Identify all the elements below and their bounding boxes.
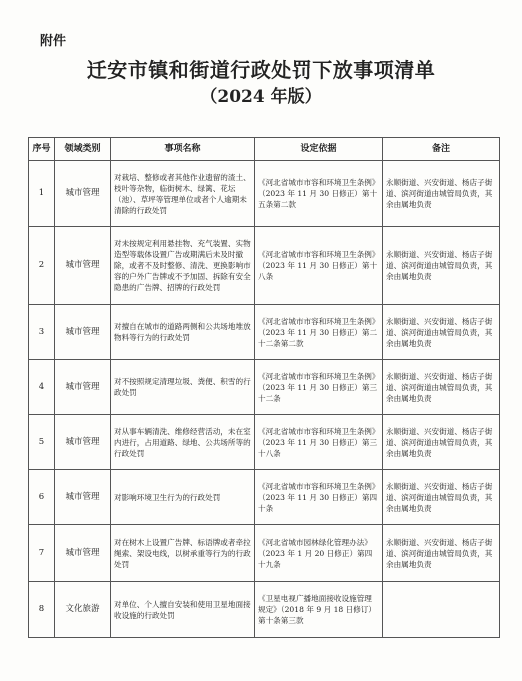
column-header-category: 领域类别 <box>55 138 111 161</box>
row-basis: 《河北省城市市容和环境卫生条例》（2023 年 11 月 30 日修正）第十五条第二款 <box>255 161 383 227</box>
row-category: 城市管理 <box>55 360 111 415</box>
row-number: 7 <box>29 525 55 582</box>
column-header-no: 序号 <box>29 138 55 161</box>
table-row <box>29 415 500 470</box>
row-item: 对未按规定利用悬挂物、充气装置、实物造型等载体设置广告或期满后未及时撤除，或者不及时整修、清洗、更换影响市容的户外广告牌或不予加固、拆除有安全隐患的广告牌、招牌的行政处罚 <box>111 227 255 305</box>
row-item: 对从事车辆清洗、维修经营活动，未在室内进行，占用道路、绿地、公共场所等的行政处罚 <box>111 415 255 470</box>
row-note <box>383 582 500 638</box>
row-number: 5 <box>29 415 55 470</box>
row-note: 永顺街道、兴安街道、杨店子街道、滨河街道由城管局负责，其余由属地负责 <box>383 525 500 582</box>
row-number: 4 <box>29 360 55 415</box>
row-item: 对擅自在城市的道路两侧和公共场地堆放物料等行为的行政处罚 <box>111 305 255 360</box>
penalty-list-table <box>28 137 500 638</box>
row-note: 永顺街道、兴安街道、杨店子街道、滨河街道由城管局负责，其余由属地负责 <box>383 415 500 470</box>
row-number: 8 <box>29 582 55 638</box>
row-basis: 《河北省城市市容和环境卫生条例》（2023 年 11 月 30 日修正）第十八条 <box>255 227 383 305</box>
table-row <box>29 470 500 525</box>
row-category: 城市管理 <box>55 227 111 305</box>
row-item: 对单位、个人擅自安装和使用卫星地面接收设施的行政处罚 <box>111 582 255 638</box>
row-category: 城市管理 <box>55 305 111 360</box>
row-note: 永顺街道、兴安街道、杨店子街道、滨河街道由城管局负责，其余由属地负责 <box>383 470 500 525</box>
row-category: 城市管理 <box>55 161 111 227</box>
row-category: 文化旅游 <box>55 582 111 638</box>
attachment-label: 附件 <box>40 34 67 49</box>
row-number: 2 <box>29 227 55 305</box>
table-header-row <box>29 138 500 161</box>
table-row <box>29 161 500 227</box>
row-category: 城市管理 <box>55 415 111 470</box>
column-header-note: 备注 <box>383 138 500 161</box>
table-row <box>29 360 500 415</box>
row-number: 1 <box>29 161 55 227</box>
row-item: 对影响环境卫生行为的行政处罚 <box>111 470 255 525</box>
row-basis: 《河北省城市市容和环境卫生条例》（2023 年 11 月 30 日修正）第三十八条 <box>255 415 383 470</box>
row-category: 城市管理 <box>55 470 111 525</box>
row-item: 对栽培、整修或者其他作业遗留的渣土、枝叶等杂物，临街树木、绿篱、花坛（池）、草坪等管理单位或者个人逾期未清除的行政处罚 <box>111 161 255 227</box>
row-item: 对在树木上设置广告牌、标语牌或者牵拉绳索、架设电线，以树承重等行为的行政处罚 <box>111 525 255 582</box>
row-item: 对不按照规定清理垃圾、粪便、积雪的行政处罚 <box>111 360 255 415</box>
row-basis: 《卫星电视广播地面接收设施管理规定》（2018 年 9 月 18 日修订）第十条第三款 <box>255 582 383 638</box>
table-row <box>29 305 500 360</box>
table-row <box>29 582 500 638</box>
document-subtitle: （2024 年版） <box>200 87 322 107</box>
column-header-item: 事项名称 <box>111 138 255 161</box>
column-header-basis: 设定依据 <box>255 138 383 161</box>
row-basis: 《河北省城市园林绿化管理办法》（2023 年 1 月 20 日修正）第四十九条 <box>255 525 383 582</box>
row-number: 6 <box>29 470 55 525</box>
table-row <box>29 525 500 582</box>
row-number: 3 <box>29 305 55 360</box>
table-row <box>29 227 500 305</box>
row-note: 永顺街道、兴安街道、杨店子街道、滨河街道由城管局负责，其余由属地负责 <box>383 305 500 360</box>
row-note: 永顺街道、兴安街道、杨店子街道、滨河街道由城管局负责，其余由属地负责 <box>383 161 500 227</box>
row-category: 城市管理 <box>55 525 111 582</box>
row-basis: 《河北省城市市容和环境卫生条例》（2023 年 11 月 30 日修正）第二十二条第二款 <box>255 305 383 360</box>
row-note: 永顺街道、兴安街道、杨店子街道、滨河街道由城管局负责，其余由属地负责 <box>383 227 500 305</box>
row-basis: 《河北省城市市容和环境卫生条例》（2023 年 11 月 30 日修正）第三十二条 <box>255 360 383 415</box>
row-basis: 《河北省城市市容和环境卫生条例》（2023 年 11 月 30 日修正）第四十条 <box>255 470 383 525</box>
document-title: 迁安市镇和街道行政处罚下放事项清单 <box>86 58 436 82</box>
row-note: 永顺街道、兴安街道、杨店子街道、滨河街道由城管局负责，其余由属地负责 <box>383 360 500 415</box>
